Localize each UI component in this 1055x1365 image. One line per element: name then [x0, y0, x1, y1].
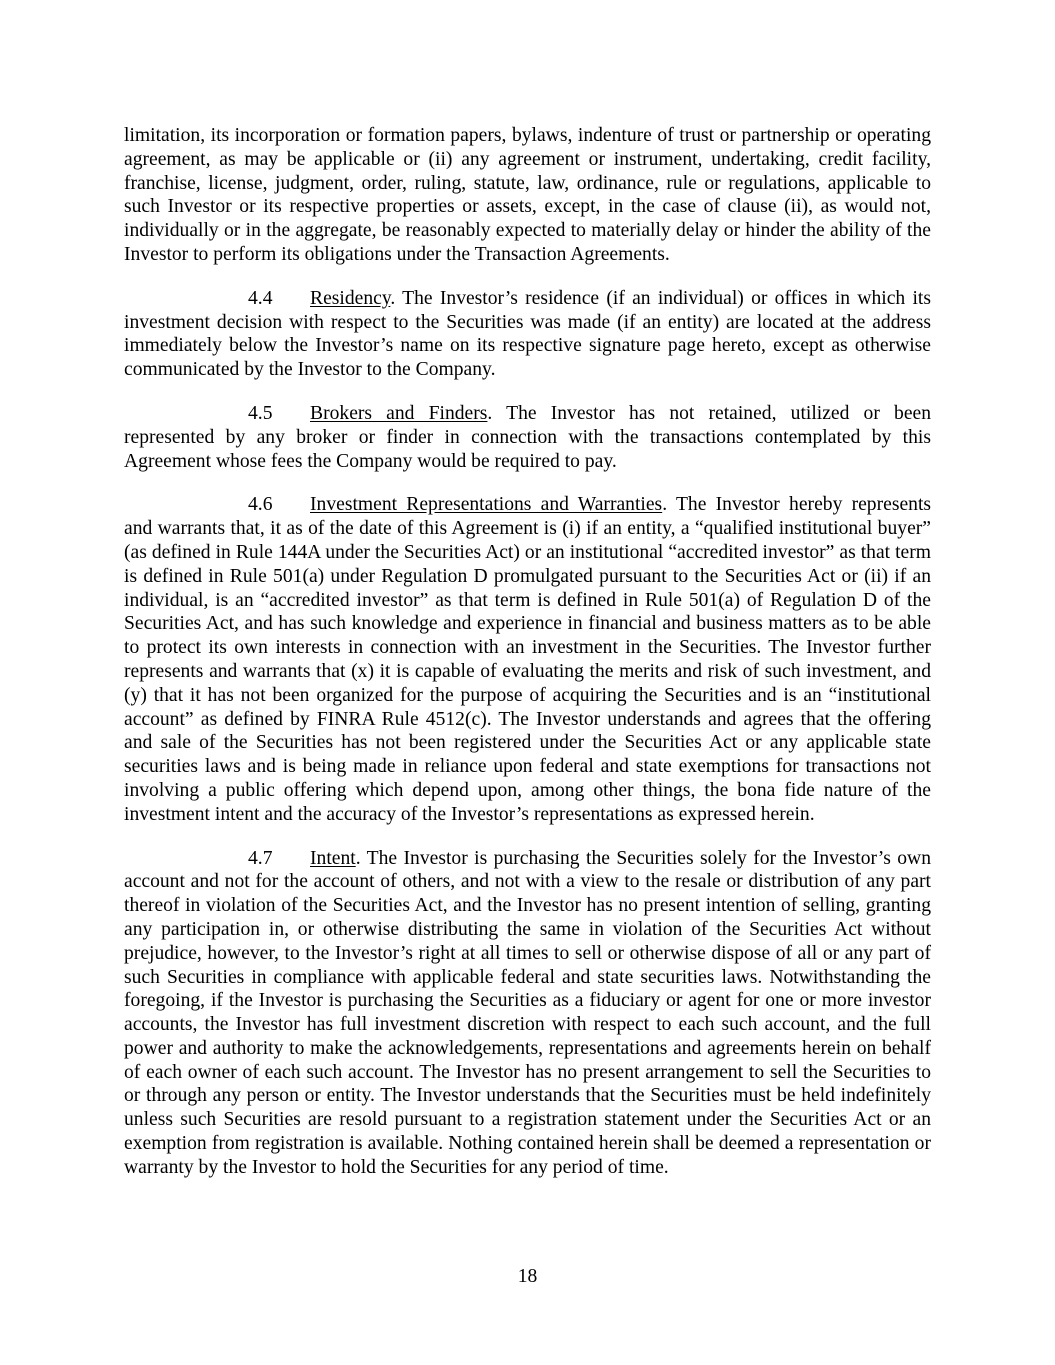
section-number: 4.5: [248, 402, 273, 424]
section-4-7: [124, 847, 931, 1180]
section-body: . The Investor is purchasing the Securities solely for the Investor’s own account and not for the account of others, and not with a view to the resale or distribution of any part thereof in violation of the Securities Act, and the Investor has no present intention of selling, granting any participation in, or otherwise distributing the same in violation of the Securities Act without prejudice, however, to the Investor’s right at all times to sell or otherwise dispose of all or any part of such Securities in compliance with applicable federal and state securities laws. Notwithstanding the foregoing, if the Investor is purchasing the Securities as a fiduciary or agent for one or more investor accounts, the Investor has full investment discretion with respect to each such account, and the full power and authority to make the acknowledgements, representations and agreements herein on behalf of each owner of each such account. The Investor has no present arrangement to sell the Securities to or through any person or entity. The Investor understands that the Securities must be held indefinitely unless such Securities are resold pursuant to a registration statement under the Securities Act or an exemption from registration is available. Nothing contained herein shall be deemed a representation or warranty by the Investor to hold the Securities for any period of time.: [124, 847, 931, 1178]
section-body: . The Investor has not retained, utilized or been represented by any broker or finder in connection with the transactions contemplated by this Agreement whose fees the Company would be required to pay.: [124, 402, 932, 472]
page-number: 18: [517, 1266, 538, 1287]
section-4-5: [124, 402, 931, 473]
continuation-paragraph: limitation, its incorporation or formation papers, bylaws, indenture of trust or partnership or operating agreement, as may be applicable or (ii) any agreement or instrument, undertaking, credit facility, franchise, license, judgment, order, ruling, statute, law, ordinance, rule or regulations, applicable to such Investor or its respective properties or assets, except, in the case of clause (ii), as would not, individually or in the aggregate, be reasonably expected to materially delay or hinder the ability of the Investor to perform its obligations under the Transaction Agreements.: [124, 125, 931, 265]
section-4-6: [124, 493, 931, 826]
section-body: . The Investor’s residence (if an individual) or offices in which its investment decision with respect to the Securities was made (if an entity) are located at the address immediately below the Investor’s name on its respective signature page hereto, except as otherwise communicated by the Investor to the Company.: [124, 287, 931, 381]
section-4-4: [124, 287, 931, 382]
section-number: 4.4: [248, 287, 273, 309]
section-heading: Brokers and Finders: [310, 402, 488, 424]
section-number: 4.6: [248, 494, 273, 516]
section-heading: Residency: [310, 287, 391, 309]
section-body: . The Investor hereby represents and warrants that, it as of the date of this Agreement is (i) if an entity, a “qualified institutional buyer” (as defined in Rule 144A under the Securities Act) or an institutional “accredited investor” as that term is defined in Rule 501(a) under Regulation D promulgated pursuant to the Securities Act or (ii) if an individual, is an “accredited investor” as that term is defined in Rule 501(a) of Regulation D of the Securities Act, and has such knowledge and experience in financial and business matters as to be able to protect its own interests in connection with an investment in the Securities. The Investor further represents and warrants that (x) it is capable of evaluating the merits and risk of such investment, and (y) that it has not been organized for the purpose of acquiring the Securities and is an “institutional account” as defined by FINRA Rule 4512(c). The Investor understands and agrees that the offering and sale of the Securities has not been registered under the Securities Act or any applicable state securities laws and is being made in reliance upon federal and state exemptions for transactions not involving a public offering which depend upon, among other things, the bona fide nature of the investment intent and the accuracy of the Investor’s representations as expressed herein.: [124, 494, 932, 825]
section-number: 4.7: [248, 847, 273, 869]
section-heading: Investment Representations and Warranties: [310, 494, 663, 516]
document-page: [124, 124, 931, 1200]
section-heading: Intent: [310, 847, 356, 869]
